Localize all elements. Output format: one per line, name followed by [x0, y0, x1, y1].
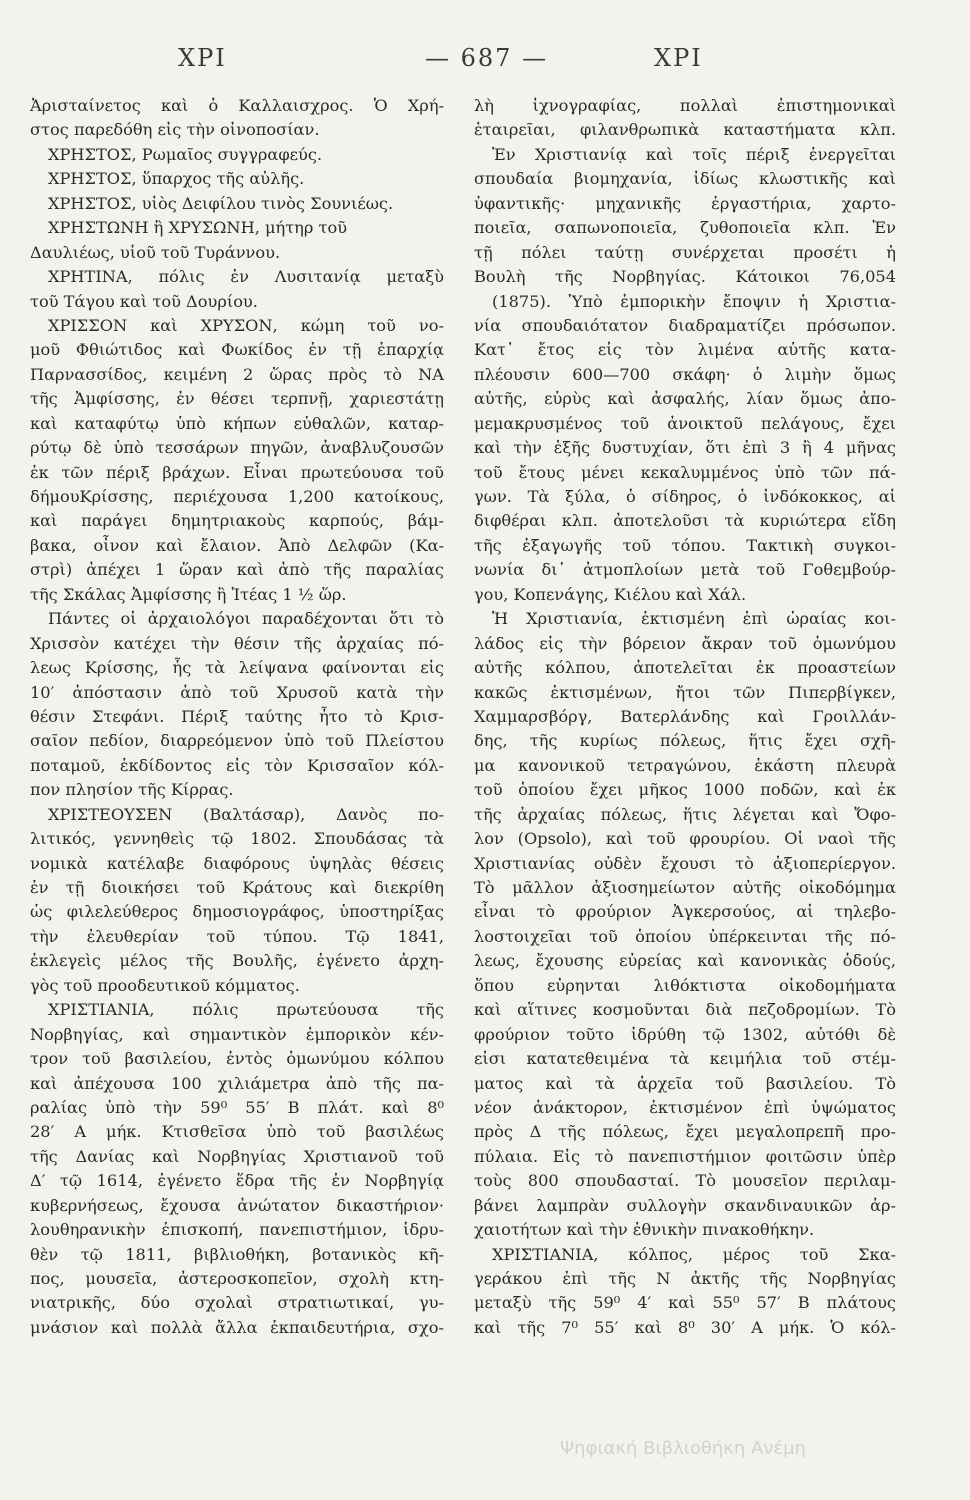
text-line: καὶ τὴν ἑξῆς δυστυχίαν, ὅτι ἐπὶ 3 ἢ 4 μῆνας [474, 438, 896, 458]
text-line: νιατρικῆς, δύο σχολαὶ στρατιωτικαί, γυ- [30, 1293, 444, 1313]
text-line: Χαμμαρσβόργ, Βατερλάνδης καὶ Γροιλλάν- [474, 706, 896, 726]
text-line: τοὺς 800 σπουδασταί. Τὸ μουσεῖον περιλαμ- [474, 1171, 896, 1191]
text-line: λοστοιχεῖαι τοῦ ὁποίου ὑπέρκεινται τῆς πό- [474, 926, 896, 946]
text-line: ΧΡΗΣΤΩΝΗ ἢ ΧΡΥΣΩΝΗ, μήτηρ τοῦ [48, 218, 348, 238]
text-line: ΧΡΗΣΤΟΣ, υἱὸς Δειφίλου τινὸς Σουνιέως. [48, 193, 394, 213]
text-line: 28′ Α μήκ. Κτισθεῖσα ὑπὸ τοῦ βασιλέως [30, 1122, 444, 1142]
text-line: ΧΡΙΣΣΟΝ καὶ ΧΡΥΣΟΝ, κώμη τοῦ νο- [48, 315, 444, 335]
text-line: ΧΡΙΣΤΕΟΥΣΕΝ (Βαλτάσαρ), Δανὸς πο- [48, 804, 444, 824]
text-line: τῆς Δανίας καὶ Νορβηγίας Χριστιανοῦ τοῦ [30, 1146, 444, 1166]
text-line: Τὸ μᾶλλον ἀξιοσημείωτον αὐτῆς οἰκοδόμημα [474, 878, 896, 897]
text-line: Χριστιανίας οὐδὲν ἔχουσι τὸ ἀξιοπερίεργον. [474, 853, 896, 873]
text-line: μα κανονικοῦ τετραγώνου, ἑκάστη πλευρὰ [474, 755, 896, 775]
text-line: νωνία δι᾽ ἀτμοπλοίων μετὰ τοῦ Γοθεμβούρ- [474, 560, 896, 580]
text-line: τοῦ ἔτους μένει κεκαλυμμένος ὑπὸ τῶν πά- [474, 462, 896, 482]
text-line: θὲν τῷ 1811, βιβλιοθήκη, βοτανικὸς κῆ- [30, 1244, 444, 1264]
text-line: λιτικός, γεννηθεὶς τῷ 1802. Σπουδάσας τὰ [30, 829, 444, 849]
page-number: — 687 — [425, 44, 549, 72]
text-line: εἶναι τὸ φρούριον Ἀγκερσούος, αἱ τηλεβο- [474, 902, 896, 922]
text-line: δήμουΚρίσσης, περιέχουσα 1,200 κατοίκους, [30, 487, 444, 506]
text-line: τῆς ἀρχαίας πόλεως, ἥτις λέγεται καὶ Ὄφο- [474, 804, 896, 824]
text-line: ΧΡΗΣΤΟΣ, ὕπαρχος τῆς αὐλῆς. [48, 169, 305, 189]
text-line: τρον τοῦ βασιλείου, ἐντὸς ὁμωνύμου κόλπου [30, 1049, 444, 1069]
running-head-right: ΧΡΙ [654, 44, 703, 72]
text-line: κυβερνήσεως, ἔχουσα ἀνώτατον δικαστήριον· [30, 1195, 444, 1215]
text-line: θέσιν Στεφάνι. Πέριξ ταύτης ἦτο τὸ Κρισ- [30, 706, 444, 726]
text-line: Πάντες οἱ ἀρχαιολόγοι παραδέχονται ὅτι τὸ [48, 609, 444, 629]
text-line: σαῖον πεδίον, διαρρεόμενον ὑπὸ τοῦ Πλείστου [30, 731, 444, 751]
text-line: τῆς ἐξαγωγῆς τοῦ τόπου. Τακτικὴ συγκοι- [474, 535, 896, 555]
text-line: τοῦ ὁποίου ἔχει μῆκος 1000 ποδῶν, καὶ ἐκ [474, 780, 896, 800]
text-line: γὸς τοῦ προοδευτικοῦ κόμματος. [30, 975, 300, 995]
text-line: χαιοτήτων καὶ τὴν ἐθνικὴν πινακοθήκην. [474, 1220, 815, 1240]
text-line: 10′ ἀπόστασιν ἀπὸ τοῦ Χρυσοῦ κατὰ τὴν [30, 682, 444, 702]
text-line: τῆς Σκάλας Ἀμφίσσης ἢ Ἰτέας 1 ½ ὥρ. [30, 584, 347, 604]
text-line: τὴν ἐλευθερίαν τοῦ τύπου. Τῷ 1841, [30, 926, 444, 946]
text-line: νομικὰ κατέλαβε διαφόρους ὑψηλὰς θέσεις [30, 853, 444, 873]
text-line: πρὸς Δ τῆς πόλεως, ἔχει μεγαλοπρεπῆ προ- [474, 1122, 896, 1142]
text-line: ἐκ τῶν πέριξ βράχων. Εἶναι πρωτεύουσα τοῦ [30, 462, 444, 482]
text-line: βακα, οἶνον καὶ ἔλαιον. Ἀπὸ Δελφῶν (Κα- [30, 535, 444, 555]
text-line: μεμακρυσμένος τοῦ ἀνοικτοῦ πελάγους, ἔχει [474, 413, 896, 433]
text-line: καὶ τῆς 7⁰ 55′ καὶ 8⁰ 30′ Α μήκ. Ὁ κόλ- [474, 1317, 896, 1337]
text-line: δης, τῆς κυρίως πόλεως, ἥτις ἔχει σχῆ- [474, 731, 896, 751]
text-line: πον πλησίον τῆς Κίρρας. [30, 780, 234, 800]
text-line: ΧΡΙΣΤΙΑΝΙΑ, κόλπος, μέρος τοῦ Σκα- [492, 1244, 896, 1264]
text-line: μνάσιον καὶ πολλὰ ἄλλα ἐκπαιδευτήρια, σχο- [30, 1317, 444, 1337]
text-line: αὐτῆς κόλπου, ἀποτελεῖται ἐκ προαστείων [474, 658, 896, 678]
text-line: καὶ καταφύτῳ ὑπὸ κήπων εὐθαλῶν, καταρ- [30, 413, 444, 433]
text-line: τῇ πόλει ταύτῃ συνέρχεται προσέτι ἡ [474, 242, 896, 262]
text-line: πος, μουσεῖα, ἀστεροσκοπεῖον, σχολὴ κτη- [30, 1269, 444, 1288]
text-line: στρὶ) ἀπέχει 1 ὥραν καὶ ἀπὸ τῆς παραλίας [30, 560, 444, 580]
text-line: μεταξὺ τῆς 59⁰ 4′ καὶ 55⁰ 57′ Β πλάτους [474, 1293, 896, 1313]
text-line: γου, Κοπενάγης, Κιέλου καὶ Χάλ. [474, 584, 747, 604]
text-line: φρούριον τοῦτο ἱδρύθη τῷ 1302, αὐτόθι δὲ [474, 1024, 896, 1044]
text-line: διφθέραι κλπ. ἀποτελοῦσι τὰ κυριώτερα εἴδη [474, 511, 896, 531]
text-line: τοῦ Τάγου καὶ τοῦ Δουρίου. [30, 291, 258, 311]
text-line: γων. Τὰ ξύλα, ὁ σίδηρος, ὁ ἰνδόκοκκος, αἱ [474, 487, 896, 506]
right-column [474, 94, 896, 1340]
left-column [30, 94, 444, 1340]
text-line: Δαυλιέως, υἱοῦ τοῦ Τυράννου. [30, 242, 281, 262]
text-line: ὡς φιλελεύθερος δημοσιογράφος, ὑποστηρίξας [30, 902, 444, 922]
text-line: ἑταιρεῖαι, φιλανθρωπικὰ καταστήματα κλπ. [474, 120, 896, 140]
text-line: πύλαια. Εἰς τὸ πανεπιστήμιον φοιτῶσιν ὑπὲρ [474, 1146, 896, 1166]
text-line: νία σπουδαιότατον διαδραματίζει πρόσωπον. [474, 315, 896, 335]
text-line: λουθηρανικὴν ἐπισκοπή, πανεπιστήμιον, ἱδρυ- [30, 1220, 444, 1240]
text-line: ὑφαντικῆς· μηχανικῆς ἐργαστήρια, χαρτο- [474, 193, 896, 213]
text-line: Ἀρισταίνετος καὶ ὁ Καλλαισχρος. Ὁ Χρή- [30, 96, 444, 115]
text-line: γεράκου ἐπὶ τῆς Ν ἀκτῆς τῆς Νορβηγίας [474, 1269, 896, 1288]
text-line: λάδος εἰς τὴν βόρειον ἄκραν τοῦ ὁμωνύμου [474, 633, 896, 653]
text-line: ποταμοῦ, ἐκδίδοντος εἰς τὸν Κρισσαῖον κόλ- [30, 755, 444, 775]
text-line: νέον ἀνάκτορον, ἐκτισμένον ἐπὶ ὑψώματος [474, 1097, 896, 1117]
text-line: Δ′ τῷ 1614, ἐγένετο ἕδρα τῆς ἐν Νορβηγίᾳ [30, 1171, 444, 1191]
text-line: ΧΡΗΣΤΟΣ, Ρωμαῖος συγγραφεύς. [48, 144, 323, 164]
text-line: εἰσι κατατεθειμένα τὰ κειμήλια τοῦ στέμ- [474, 1049, 896, 1069]
text-line: πλέουσιν 600—700 σκάφη· ὁ λιμὴν ὅμως [474, 364, 896, 384]
text-line: Κατ᾽ ἔτος εἰς τὸν λιμένα αὐτῆς κατα- [474, 340, 896, 360]
text-line: ματος καὶ τὰ ἀρχεῖα τοῦ βασιλείου. Τὸ [474, 1073, 896, 1093]
text-line: καὶ παράγει δημητριακοὺς καρπούς, βάμ- [30, 511, 444, 531]
running-head-left: ΧΡΙ [178, 44, 227, 72]
text-line: κακῶς ἐκτισμένων, ἤτοι τῶν Πιπερβίγκεν, [474, 682, 896, 702]
text-line: λὴ ἰχνογραφίας, πολλαὶ ἐπιστημονικαὶ [474, 96, 896, 115]
text-line: λον (Opsolo), καὶ τοῦ φρουρίου. Οἱ ναοὶ τῆς [474, 829, 896, 849]
text-line: λεως, ἔχουσης εὐρείας καὶ κανονικὰς ὁδούς, [474, 951, 896, 971]
text-line: ποιεῖα, σαπωνοποιεῖα, ζυθοποιεῖα κλπ. Ἐν [474, 218, 896, 238]
text-line: Νορβηγίας, καὶ σημαντικὸν ἐμπορικὸν κέν- [30, 1024, 444, 1044]
text-line: Παρνασσίδος, κειμένη 2 ὥρας πρὸς τὸ ΝΑ [30, 364, 444, 384]
watermark: Ψηφιακή Βιβλιοθήκη Ανέμη [560, 1438, 806, 1459]
text-line: καὶ ἀπέχουσα 100 χιλιάμετρα ἀπὸ τῆς πα- [30, 1073, 444, 1093]
text-line: ΧΡΙΣΤΙΑΝΙΑ, πόλις πρωτεύουσα τῆς [48, 1000, 444, 1020]
text-line: ραλίας ὑπὸ τὴν 59⁰ 55′ Β πλάτ. καὶ 8⁰ [30, 1097, 444, 1117]
text-line: λεως Κρίσσης, ἧς τὰ λείψανα φαίνονται εἰς [30, 658, 444, 678]
text-line: βάνει λαμπρὰν συλλογὴν σκανδιναυικῶν ἀρ- [474, 1195, 896, 1215]
text-line: Ἡ Χριστιανία, ἐκτισμένη ἐπὶ ὡραίας κοι- [492, 609, 896, 629]
text-line: μοῦ Φθιώτιδος καὶ Φωκίδος ἐν τῇ ἐπαρχίᾳ [30, 340, 444, 360]
text-line: ΧΡΗΤΙΝΑ, πόλις ἐν Λυσιτανίᾳ μεταξὺ [48, 267, 444, 287]
text-line: τῆς Ἀμφίσσης, ἐν θέσει τερπνῇ, χαριεστάτῃ [30, 389, 444, 409]
text-line: αὐτῆς, εὐρὺς καὶ ἀσφαλής, λίαν ὅμως ἀπο- [474, 389, 896, 409]
text-line: Χρισσὸν κατέχει τὴν θέσιν τῆς ἀρχαίας πό- [30, 633, 444, 653]
text-line: ἐν τῇ διοικήσει τοῦ Κράτους καὶ διεκρίθη [30, 878, 444, 897]
text-line: ἐκλεγεὶς μέλος τῆς Βουλῆς, ἐγένετο ἀρχη- [30, 951, 444, 971]
text-line: Βουλὴ τῆς Νορβηγίας. Κάτοικοι 76,054 [474, 267, 896, 287]
text-line: Ἐν Χριστιανίᾳ καὶ τοῖς πέριξ ἐνεργεῖται [492, 144, 896, 164]
text-line: στος παρεδόθη εἰς τὴν οἰνοποσίαν. [30, 120, 320, 140]
text-line: καὶ αἵτινες κοσμοῦνται διὰ πεζοδρομίων. Τὸ [474, 1000, 896, 1020]
text-line: (1875). Ὑπὸ ἐμπορικὴν ἔποψιν ἡ Χριστια- [492, 291, 896, 311]
text-line: ρύτῳ δὲ ὑπὸ τεσσάρων πηγῶν, ἀναβλυζουσῶν [30, 438, 444, 458]
text-line: σπουδαία βιομηχανία, ἰδίως κλωστικῆς καὶ [474, 169, 896, 189]
text-line: ὅπου εὑρηνται λιθόκτιστα οἰκοδομήματα [474, 975, 896, 995]
